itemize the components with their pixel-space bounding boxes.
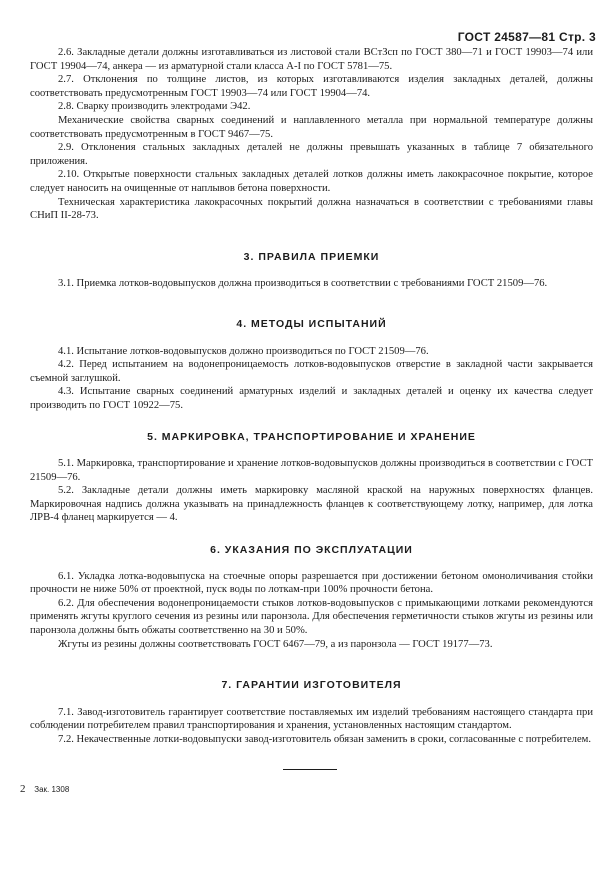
paragraph-4-3: 4.3. Испытание сварных соединений арматурных изделий и закладных деталей и оценку их качества следует производить по ГОСТ 10922—75. — [30, 386, 593, 411]
paragraph-2-8: 2.8. Сварку производить электродами Э42. — [58, 101, 251, 113]
paragraph-2-9: 2.9. Отклонения стальных закладных деталей не должны превышать указанных в таблице 7 обязательного приложения. — [30, 142, 593, 167]
paragraph-6-2-cont: Жгуты из резины должны соответствовать ГОСТ 6467—79, а из паронзола — ГОСТ 19177—73. — [58, 638, 493, 650]
section-heading-3: 3. ПРАВИЛА ПРИЕМКИ — [243, 250, 380, 263]
paragraph-5-1: 5.1. Маркировка, транспортирование и хранение лотков-водовыпусков должны производиться в соответствии с ГОСТ 21509—76. — [30, 458, 593, 483]
paragraph-4-1: 4.1. Испытание лотков-водовыпусков должно производиться по ГОСТ 21509—76. — [58, 345, 429, 357]
section-heading-4: 4. МЕТОДЫ ИСПЫТАНИЙ — [236, 317, 387, 330]
page-label: Стр. 3 — [558, 30, 596, 44]
paragraph-7-2: 7.2. Некачественные лотки-водовыпуски завод-изготовитель обязан заменить в сроки, согласованные с потребителем. — [58, 733, 592, 745]
section-heading-5: 5. МАРКИРОВКА, ТРАНСПОРТИРОВАНИЕ И ХРАНЕНИЕ — [147, 431, 476, 444]
order-number: Зак. 1308 — [34, 785, 70, 794]
end-rule — [283, 769, 337, 770]
paragraph-3-1: 3.1. Приемка лотков-водовыпусков должна производиться в соответствии с требованиями ГОСТ 21509—76. — [58, 278, 548, 290]
document-body — [30, 46, 593, 747]
paragraph-2-6: 2.6. Закладные детали должны изготавливаться из листовой стали ВСтЗсп по ГОСТ 380—71 и ГОСТ 19903—74 или ГОСТ 19904—74, анкера — из арматурной стали класса А-I по ГОСТ 5781—75. — [30, 47, 593, 72]
section-heading-7: 7. ГАРАНТИИ ИЗГОТОВИТЕЛЯ — [221, 679, 402, 692]
standard-number: ГОСТ 24587—81 — [457, 30, 556, 44]
paragraph-2-10-cont: Техническая характеристика лакокрасочных покрытий должна назначаться в соответствии с требованиями главы СНиП II-28-73. — [30, 196, 593, 222]
page-header — [458, 30, 596, 44]
paragraph-6-2: 6.2. Для обеспечения водонепроницаемости стыков лотков-водовыпусков с примыкающими лотками рекомендуются применять жгуты круглого сечения из резины или паронзола. Для обеспечения герметичности стыков жгуты из резины или паронзола должны быть обжаты соответственно на 30 и 50%. — [30, 597, 593, 636]
paragraph-6-1: 6.1. Укладка лотка-водовыпуска на стоечные опоры разрешается при достижении бетоном омоноличивания стойки прочности не ниже 50% от проектной, пуск воды по лоткам-при 100% прочности бетона. — [30, 570, 593, 596]
paragraph-2-10: 2.10. Открытые поверхности стальных закладных деталей лотков должны иметь лакокрасочное покрытие, которое следует наносить на очищенные от наплывов бетона поверхности. — [30, 169, 593, 194]
paragraph-2-7: 2.7. Отклонения по толщине листов, из которых изготавливаются изделия закладных деталей, должны соответствовать предусмотренным ГОСТ 19903—74 или ГОСТ 19904—74. — [30, 74, 593, 99]
paragraph-5-2: 5.2. Закладные детали должны иметь маркировку масляной краской на наружных поверхностях фланцев. Маркировочная надпись должна указывать на принадлежность фланцев к соответствующему лотку, например, для лотка ЛРВ-4 фланец маркируется — 4. — [30, 485, 593, 524]
paragraph-7-1: 7.1. Завод-изготовитель гарантирует соответствие поставляемых им изделий требованиям настоящего стандарта при соблюдении потребителем правил транспортирования и хранения, установленных настоящим стандартом. — [30, 706, 593, 732]
section-heading-6: 6. УКАЗАНИЯ ПО ЭКСПЛУАТАЦИИ — [210, 544, 413, 557]
paragraph-2-8-cont: Механические свойства сварных соединений и наплавленного металла при нормальной температуре должны соответствовать предусмотренным в ГОСТ 9467—75. — [30, 114, 593, 140]
footer-page-number: 2 — [20, 783, 26, 795]
paragraph-4-2: 4.2. Перед испытанием на водонепроницаемость лотков-водовыпусков отверстие в закладной части закрывается съемной заглушкой. — [30, 359, 593, 384]
page-footer — [20, 783, 69, 795]
